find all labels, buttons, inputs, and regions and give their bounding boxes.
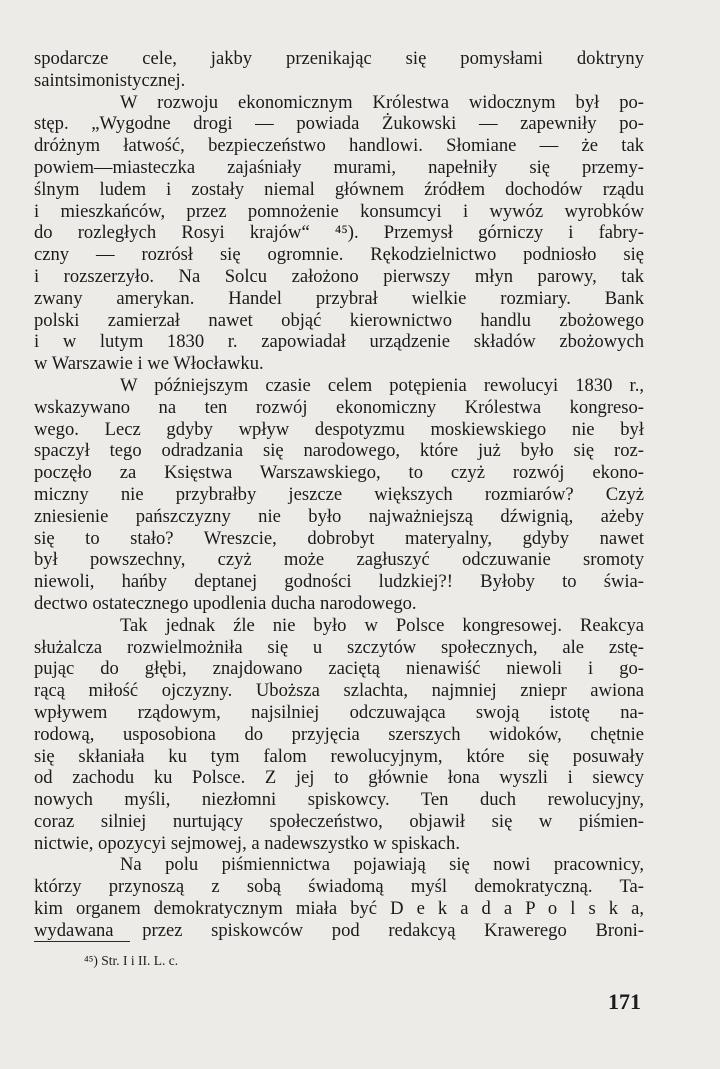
text-line: W rozwoju ekonomicznym Królestwa widocznym był po- [120, 91, 644, 113]
text-line: wego. Lecz gdyby wpływ despotyzmu moskiewskiego nie był [34, 418, 644, 440]
text-line: spodarcze cele, jakby przenikając się pomysłami doktryny [34, 48, 644, 69]
text-line: niewoli, hańby deptanej godności ludzkiej?! Byłoby to świa- [34, 571, 644, 593]
text-line: i rozszerzyło. Na Solcu założono pierwszy młyn parowy, tak [34, 265, 644, 287]
text-line: W późniejszym czasie celem potępienia rewolucyi 1830 r., [120, 374, 644, 396]
text-line: kim organem demokratycznym miała być D e k a d a P o l s k a, [34, 898, 644, 920]
text-line: dróżnym łatwość, bezpieczeństwo handlowi. Słomiane — że tak [34, 135, 644, 157]
text-line: od zachodu ku Polsce. Z jej to głównie łona wyszli i siewcy [34, 767, 644, 789]
text-line: pując do głębi, znajdowano zaciętą nienawiść niewoli i go- [34, 658, 644, 680]
text-line: ślnym ludem i zostały niemal głównem źródłem dochodów rządu [34, 178, 644, 200]
text-line: zwany amerykan. Handel przybrał wielkie rozmiary. Bank [34, 287, 644, 309]
text-line: wpływem rządowym, najsilniej odczuwająca swoją istotę na- [34, 701, 644, 723]
text-line: powiem—miasteczka zajaśniały murami, napełniły się przemy- [34, 156, 644, 178]
text-line: był powszechny, czyż może zagłuszyć odczuwanie sromoty [34, 549, 644, 571]
text-line: Tak jednak źle nie było w Polsce kongresowej. Reakcya [120, 614, 644, 636]
text-line: rącą miłość ojczyzny. Uboższa szlachta, najmniej zniepr awiona [34, 680, 644, 702]
text-line: Na polu piśmiennictwa pojawiają się nowi pracownicy, [120, 854, 644, 876]
text-line: czny — rozrósł się ogromnie. Rękodzielnictwo podniosło się [34, 244, 644, 266]
text-line: rodową, usposobiona do przyjęcia szerszych widoków, chętnie [34, 723, 644, 745]
text-line: poczęło za Księstwa Warszawskiego, to czyż rozwój ekono- [34, 462, 644, 484]
text-line: w Warszawie i we Włocławku. [34, 353, 264, 375]
page-number: 171 [608, 989, 641, 1014]
text-line: i w lutym 1830 r. zapowiadał urządzenie składów zbożowych [34, 331, 644, 353]
text-line: polski zamierzał nawet objąć kierownictwo handlu zbożowego [34, 309, 644, 331]
text-line: zniesienie pańszczyzny nie było najważniejszą dźwignią, ażeby [34, 505, 644, 527]
text-line: saintsimonistycznej. [34, 69, 186, 91]
text-line: i mieszkańców, przez pomnożenie konsumcyi i wywóz wyrobków [34, 200, 644, 222]
text-line: do rozległych Rosyi krajów“ ⁴⁵). Przemysł górniczy i fabry- [34, 222, 644, 244]
text-line: nowych myśli, niezłomni spiskowcy. Ten duch rewolucyjny, [34, 789, 644, 811]
text-line: wydawana przez spiskowców pod redakcyą Krawerego Broni- [34, 919, 644, 941]
text-line: dectwo ostatecznego upodlenia ducha narodowego. [34, 592, 417, 614]
text-line: stęp. „Wygodne drogi — powiada Żukowski — zapewniły po- [34, 113, 644, 135]
text-line: się skłaniała ku tym falom rewolucyjnym, które się posuwały [34, 745, 644, 767]
text-line: coraz silniej nurtujący społeczeństwo, objawił się w piśmien- [34, 810, 644, 832]
footnote: ⁴⁵) Str. I i II. L. c. [84, 953, 179, 968]
text-line: wskazywano na ten rozwój ekonomiczny Królestwa kongreso- [34, 396, 644, 418]
footnote-divider [34, 941, 130, 942]
text-line: miczny nie przybrałby jeszcze większych rozmiarów? Czyż [34, 483, 644, 505]
text-line: nictwie, opozycyi sejmowej, a nadewszystko w spiskach. [34, 832, 461, 854]
body-text [34, 48, 644, 942]
text-line: służalcza rozwielmożniła się u szczytów społecznych, ale zstę- [34, 636, 644, 658]
text-line: się to stało? Wreszcie, dobrobyt materyalny, gdyby nawet [34, 527, 644, 549]
text-line: którzy przynoszą z sobą świadomą myśl demokratyczną. Ta- [34, 876, 644, 898]
text-line: spaczył tego odradzania się narodowego, które już było się roz- [34, 440, 644, 462]
